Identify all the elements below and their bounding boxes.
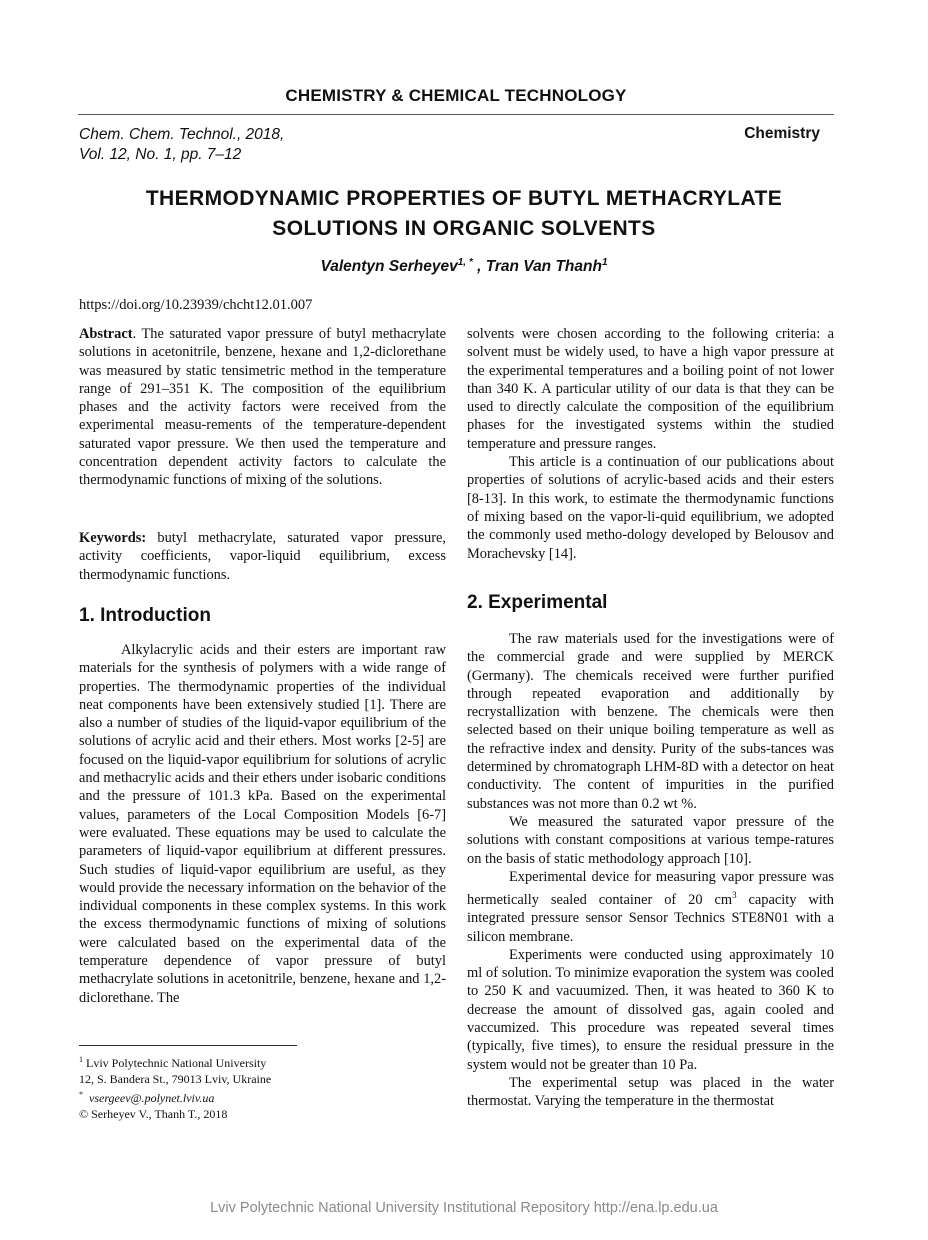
footnotes xyxy=(79,1052,271,1122)
title-line-1: THERMODYNAMIC PROPERTIES OF BUTYL METHACRYLATE xyxy=(145,187,783,210)
author-affiliation-mark: 1 xyxy=(601,257,608,268)
section-label: Chemistry xyxy=(744,125,820,142)
journal-name: CHEMISTRY & CHEMICAL TECHNOLOGY xyxy=(285,86,627,105)
abstract-label: Abstract xyxy=(79,326,133,342)
body-paragraph: solvents were chosen according to the following criteria: a solvent must be widely used, to have a high vapor pressure at the experimental temperatures and a boiling point of not lower than 340 K. A particular utility of our data is that they can be used to directly calculate the composition of the equilibrium phases for the investigated systems within the studied temperature and pressure ranges. xyxy=(467,326,834,452)
body-paragraph: Alkylacrylic acids and their esters are important raw materials for the synthesis of polymers with a wide range of properties. The thermodynamic properties of the individual neat components have been extensively studied [1]. There are also a number of studies of the liquid-vapor equilibrium of the solutions of acrylic acid and their ethers. Most works [2-5] are focused on the liquid-vapor equilibrium for solutions of acrylic and methacrylic acids and their ethers under isobaric conditions and the pressure of 101.3 kPa. Based on the experimental values, parameters of the Local Composition Models [6-7] were evaluated. These equations may be used to calculate the parameters of liquid-vapor equilibrium at different pressures. Such studies of liquid-vapor equilibrium are useful, as they would provide the necessary information on the behavior of the individual components in these complex systems. In this work the excess thermodynamic functions of mixing of solutions were calculated based on the experimental data of the temperature dependence of vapor pressure of butyl methacrylate solutions in acetonitrile, benzene, hexane and 1,2-diclorethane. The xyxy=(79,642,446,1006)
experimental-body xyxy=(467,630,834,1111)
body-paragraph: This article is a continuation of our publications about properties of solutions of acrylic-based acids and their esters [8-13]. In this work, to estimate the thermodynamic functions of mixing based on the vapor-li-quid equilibrium, we adopted the commonly used metho-dology developed by Belousov and Morachevsky [14]. xyxy=(467,454,834,562)
body-paragraph: Experiments were conducted using approximately 10 ml of solution. To minimize evaporation the system was cooled to 250 K and vacuumized. Then, it was heated to 360 K to decrease the amount of dissolved gas, again cooled and vaccumized. This procedure was repeated several times (typically, five times), to ensure the residual pressure in the system would not be greater than 10 Pa. xyxy=(467,946,834,1073)
introduction-body-continued xyxy=(467,325,834,563)
citation-line-1: Chem. Chem. Technol., 2018, xyxy=(79,126,285,143)
footnote-address: 12, S. Bandera St., 79013 Lviv, Ukraine xyxy=(79,1071,272,1086)
body-paragraph: The raw materials used for the investigations were of the commercial grade and were supplied by MERCK (Germany). The chemicals received were further purified through repeated evaporation and additionally by recrystallization with benzene. The chemicals were then selected based on their unique boiling temperature as well as the refractive index and density. Purity of the subs-tances was determined by chromatograph LHM-8D with a detector on heat conductivity. The content of impurities in the purified substances was not more than 0.2 wt %. xyxy=(467,631,834,812)
abstract-text: . The saturated vapor pressure of butyl methacrylate solutions in acetonitrile, benzene, hexane and 1,2-diclorethane was measured by static tensimetric method in the temperature range of 291–351 K. The composition of the equilibrium phases and the activity factors were received from the experimental measu-rements of the temperature-dependent saturated vapor pressure. We then used the temperature and concentration dependent activity factors to calculate the thermodynamic functions of mixing of the solutions. xyxy=(79,326,446,489)
footnote-copyright: © Serheyev V., Thanh T., 2018 xyxy=(79,1106,228,1121)
keywords-text: butyl methacrylate, saturated vapor pressure, activity coefficients, vapor-liquid equilibrium, excess thermodynamic functions. xyxy=(79,530,446,583)
citation-info xyxy=(79,125,284,165)
body-paragraph: Experimental device for measuring vapor pressure was hermetically sealed container of 20 $cm^3$ capacity with integrated pressure sensor Sensor Technics STE8N01 with a silicon membrane. xyxy=(467,868,835,945)
title-line-2: SOLUTIONS IN ORGANIC SOLVENTS xyxy=(272,217,656,240)
footnote-divider xyxy=(79,1045,297,1046)
keywords-paragraph xyxy=(79,529,446,584)
keywords-block xyxy=(79,529,446,584)
article-title xyxy=(78,184,850,244)
footnote-affiliation: $^1$ Lviv Polytechnic National University xyxy=(79,1055,267,1070)
header-divider xyxy=(78,114,834,115)
abstract-block xyxy=(79,325,446,490)
author-list xyxy=(78,257,850,276)
body-paragraph: The experimental setup was placed in the water thermostat. Varying the temperature in the thermostat xyxy=(467,1074,834,1110)
citation-line-2: Vol. 12, No. 1, pp. 7–12 xyxy=(79,146,242,163)
abstract-paragraph xyxy=(79,325,446,490)
footnote-email: * vsergeev@.polynet.lviv.ua xyxy=(79,1090,215,1105)
section-heading-introduction: 1. Introduction xyxy=(79,605,211,626)
introduction-body xyxy=(79,641,446,1007)
body-paragraph: We measured the saturated vapor pressure of the solutions with constant compositions at various tempe-ratures on the basis of static methodology approach [10]. xyxy=(467,813,834,867)
section-heading-experimental: 2. Experimental xyxy=(467,592,608,613)
author-name: Valentyn Serheyev xyxy=(320,258,458,276)
author-separator: , xyxy=(472,258,486,276)
author-affiliation-mark: 1, * xyxy=(457,257,473,268)
keywords-label: Keywords: xyxy=(79,530,147,546)
doi-link[interactable]: https://doi.org/10.23939/chcht12.01.007 xyxy=(79,297,313,313)
repository-footer: Lviv Polytechnic National University Institutional Repository http://ena.lp.edu.ua xyxy=(210,1200,718,1216)
author-name: Tran Van Thanh xyxy=(485,258,602,276)
email-link[interactable]: vsergeev@.polynet.lviv.ua xyxy=(89,1091,215,1105)
